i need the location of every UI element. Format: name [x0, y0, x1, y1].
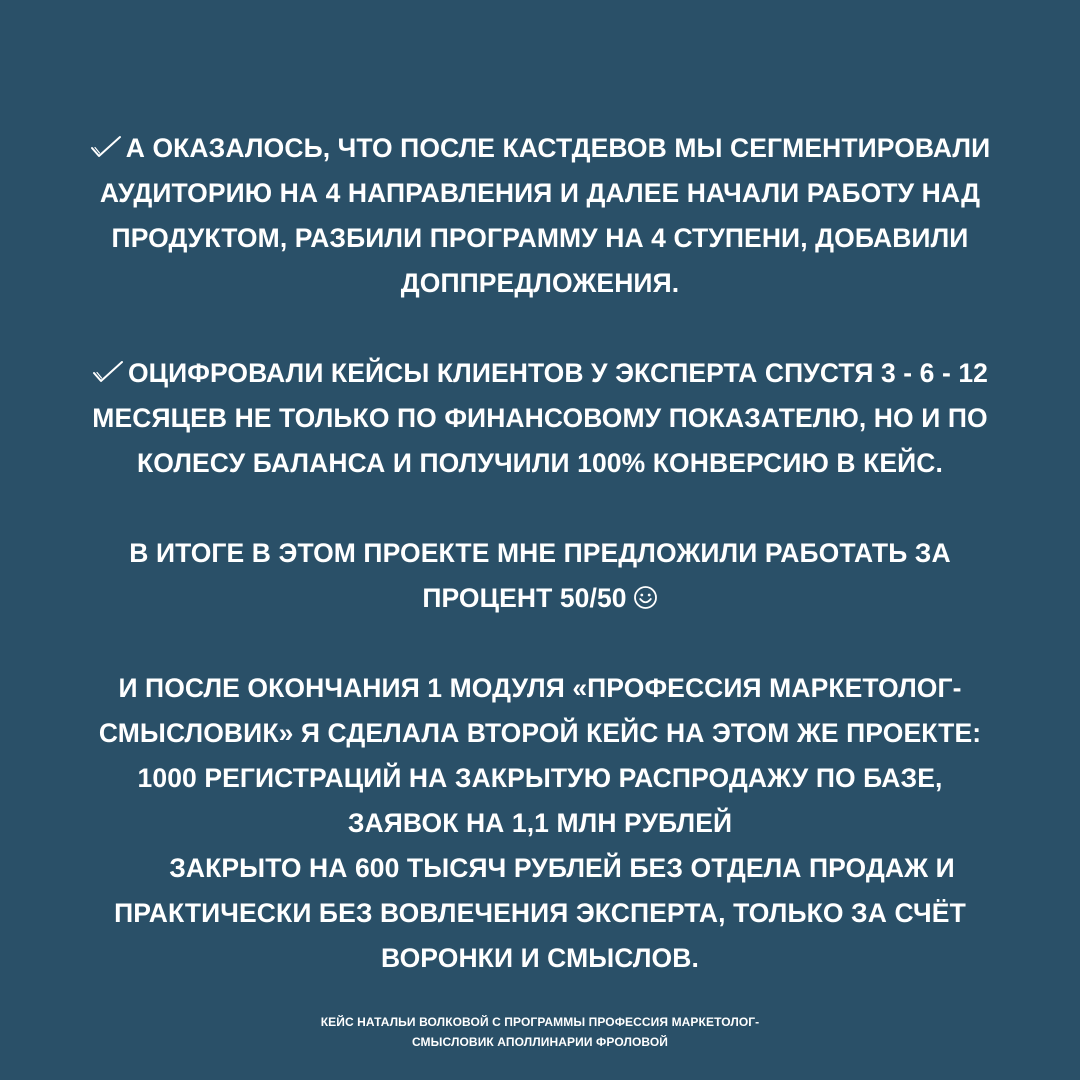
- footer-line: СМЫСЛОВИК АПОЛЛИНАРИИ ФРОЛОВОЙ: [411, 1035, 669, 1049]
- text-line: ПРОДУКТОМ, РАЗБИЛИ ПРОГРАММУ НА 4 СТУПЕНИ, ДОБАВИЛИ: [111, 223, 969, 253]
- paragraph-result: [40, 531, 1040, 621]
- footer-line: КЕЙС НАТАЛЬИ ВОЛКОВОЙ С ПРОГРАММЫ ПРОФЕССИЯ МАРКЕТОЛОГ-: [320, 1015, 760, 1029]
- check-mark-icon: [90, 135, 122, 159]
- case-credit-footer: [0, 1012, 1080, 1052]
- paragraph-second-case: [40, 666, 1040, 981]
- text-line: 1000 РЕГИСТРАЦИЙ НА ЗАКРЫТУЮ РАСПРОДАЖУ ПО БАЗЕ,: [137, 763, 943, 793]
- text-line: А ОКАЗАЛОСЬ, ЧТО ПОСЛЕ КАСТДЕВОВ МЫ СЕГМЕНТИРОВАЛИ: [40, 126, 1040, 171]
- text-line: ОЦИФРОВАЛИ КЕЙСЫ КЛИЕНТОВ У ЭКСПЕРТА СПУСТЯ 3 - 6 - 12: [40, 351, 1040, 396]
- text-line: В ИТОГЕ В ЭТОМ ПРОЕКТЕ МНЕ ПРЕДЛОЖИЛИ РАБОТАТЬ ЗА: [129, 538, 951, 568]
- smiling-face-icon: [633, 585, 658, 610]
- paragraph-segmentation: [40, 126, 1040, 306]
- text-line: ЗАКРЫТО НА 600 ТЫСЯЧ РУБЛЕЙ БЕЗ ОТДЕЛА ПРОДАЖ И: [169, 853, 955, 883]
- post-text: [40, 126, 1040, 981]
- text-line: ЗАЯВОК НА 1,1 МЛН РУБЛЕЙ: [347, 808, 733, 838]
- text-line: ВОРОНКИ И СМЫСЛОВ.: [381, 943, 699, 973]
- text-line: МЕСЯЦЕВ НЕ ТОЛЬКО ПО ФИНАНСОВОМУ ПОКАЗАТЕЛЮ, НО И ПО: [92, 403, 988, 433]
- text-line: СМЫСЛОВИК» Я СДЕЛАЛА ВТОРОЙ КЕЙС НА ЭТОМ ЖЕ ПРОЕКТЕ:: [98, 718, 982, 748]
- text-line: И ПОСЛЕ ОКОНЧАНИЯ 1 МОДУЛЯ «ПРОФЕССИЯ МАРКЕТОЛОГ-: [118, 673, 962, 703]
- text-line: ДОППРЕДЛОЖЕНИЯ.: [400, 268, 680, 298]
- text-line: ПРОЦЕНТ 50/50: [40, 576, 1040, 621]
- text-line: АУДИТОРИЮ НА 4 НАПРАВЛЕНИЯ И ДАЛЕЕ НАЧАЛИ РАБОТУ НАД: [99, 178, 981, 208]
- text-line: ПРАКТИЧЕСКИ БЕЗ ВОВЛЕЧЕНИЯ ЭКСПЕРТА, ТОЛЬКО ЗА СЧЁТ: [114, 898, 966, 928]
- text-line: КОЛЕСУ БАЛАНСА И ПОЛУЧИЛИ 100% КОНВЕРСИЮ В КЕЙС.: [137, 448, 943, 478]
- paragraph-digitized-cases: [40, 351, 1040, 486]
- check-mark-icon: [92, 360, 124, 384]
